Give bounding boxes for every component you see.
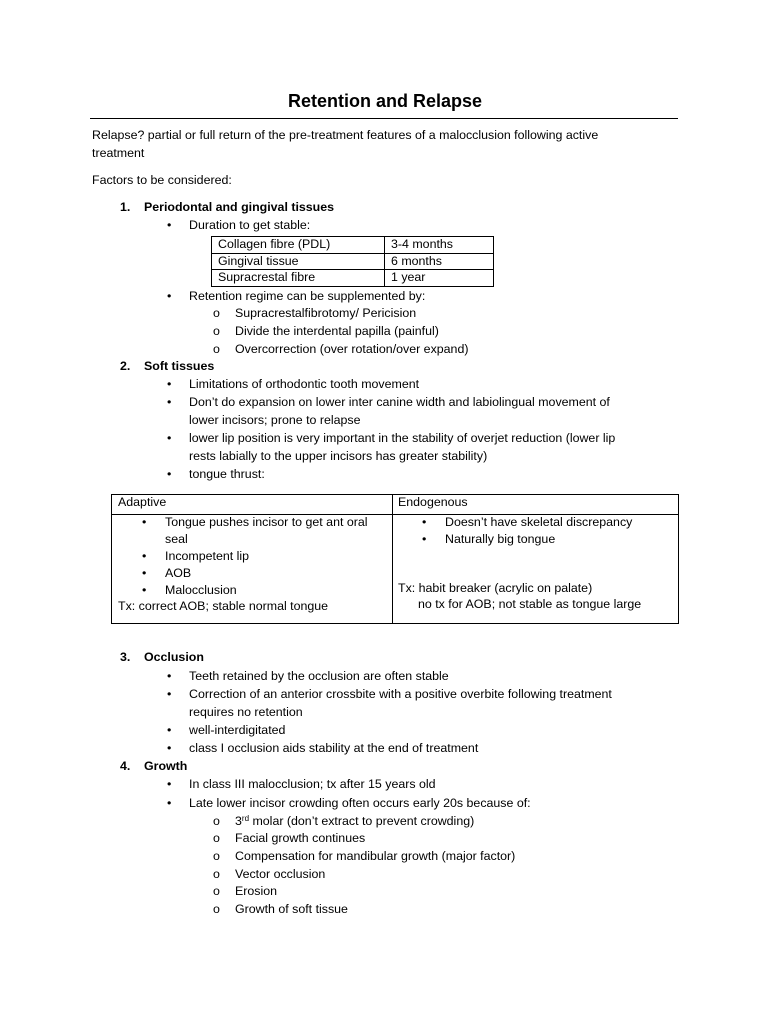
bullet-icon — [167, 217, 171, 235]
list-item: class I occlusion aids stability at the end of treatment — [189, 741, 479, 755]
circle-bullet-icon: o — [213, 324, 220, 338]
section-2-heading: Soft tissues — [144, 359, 215, 373]
list-item: Don’t do expansion on lower inter canine width and labiolingual movement of — [189, 395, 610, 409]
circle-bullet-icon: o — [213, 814, 220, 828]
table-row — [212, 253, 494, 270]
bullet-icon — [142, 582, 146, 600]
adaptive-header: Adaptive — [118, 495, 167, 509]
adaptive-item-continued: seal — [165, 532, 188, 546]
sub-item: Growth of soft tissue — [235, 902, 348, 916]
bullet-icon — [167, 466, 171, 484]
bullet-icon — [167, 668, 171, 686]
list-item-continued: lower incisors; prone to relapse — [189, 413, 361, 427]
circle-bullet-icon: o — [213, 849, 220, 863]
bullet-icon — [167, 776, 171, 794]
table-row — [212, 237, 494, 254]
circle-bullet-icon: o — [213, 306, 220, 320]
list-item: Teeth retained by the occlusion are often stable — [189, 669, 449, 683]
table-cell-tissue: Collagen fibre (PDL) — [212, 237, 385, 254]
circle-bullet-icon: o — [213, 902, 220, 916]
section-1-heading: Periodontal and gingival tissues — [144, 200, 335, 214]
table-cell-tissue: Supracrestal fibre — [212, 270, 385, 287]
relapse-definition-line1: Relapse? partial or full return of the pre-treatment features of a malocclusion following active — [92, 128, 599, 142]
list-item-continued: rests labially to the upper incisors has greater stability) — [189, 449, 488, 463]
bullet-icon — [422, 531, 426, 549]
sub-item: Overcorrection (over rotation/over expand) — [235, 342, 469, 356]
list-item: In class III malocclusion; tx after 15 years old — [189, 777, 436, 791]
retention-label: Retention regime can be supplemented by: — [189, 289, 426, 303]
circle-bullet-icon: o — [213, 342, 220, 356]
list-item: tongue thrust: — [189, 467, 265, 481]
section-1-number: 1. — [120, 200, 131, 214]
bullet-icon — [142, 514, 146, 532]
sub-item: Compensation for mandibular growth (major factor) — [235, 849, 516, 863]
factors-label: Factors to be considered: — [92, 173, 232, 187]
bullet-icon — [167, 288, 171, 306]
table-cell-time: 3-4 months — [385, 237, 494, 254]
adaptive-treatment: Tx: correct AOB; stable normal tongue — [118, 599, 329, 613]
stability-table — [211, 236, 494, 287]
title-divider — [90, 118, 678, 119]
bullet-icon — [167, 394, 171, 412]
list-item-continued: requires no retention — [189, 705, 303, 719]
section-3-heading: Occlusion — [144, 650, 204, 664]
list-item: Correction of an anterior crossbite with a positive overbite following treatment — [189, 687, 612, 701]
section-4-number: 4. — [120, 759, 131, 773]
sub-item-molar — [235, 813, 474, 831]
bullet-icon — [167, 430, 171, 448]
section-3-number: 3. — [120, 650, 131, 664]
section-4-heading: Growth — [144, 759, 188, 773]
list-item: well-interdigitated — [189, 723, 286, 737]
endogenous-treatment-line2: no tx for AOB; not stable as tongue large — [418, 597, 642, 611]
molar-text: molar (don’t extract to prevent crowding) — [249, 814, 475, 828]
list-item: Limitations of orthodontic tooth movement — [189, 377, 420, 391]
table-row — [212, 270, 494, 287]
bullet-icon — [167, 722, 171, 740]
bullet-icon — [142, 565, 146, 583]
sub-item: Facial growth continues — [235, 831, 366, 845]
circle-bullet-icon: o — [213, 867, 220, 881]
bullet-icon — [142, 548, 146, 566]
table-cell-time: 1 year — [385, 270, 494, 287]
section-2-number: 2. — [120, 359, 131, 373]
sub-item: Vector occlusion — [235, 867, 326, 881]
adaptive-item: Incompetent lip — [165, 549, 250, 563]
sub-item: Supracrestalfibrotomy/ Pericision — [235, 306, 417, 320]
molar-superscript: rd — [241, 814, 250, 823]
list-item: lower lip position is very important in the stability of overjet reduction (lower lip — [189, 431, 616, 445]
duration-label: Duration to get stable: — [189, 218, 311, 232]
circle-bullet-icon: o — [213, 884, 220, 898]
relapse-definition-line2: treatment — [92, 146, 145, 160]
table-cell-time: 6 months — [385, 253, 494, 270]
bullet-icon — [167, 740, 171, 758]
bullet-icon — [167, 686, 171, 704]
endogenous-header: Endogenous — [398, 495, 468, 509]
circle-bullet-icon: o — [213, 831, 220, 845]
molar-number: 3 — [235, 814, 242, 828]
bullet-icon — [167, 376, 171, 394]
adaptive-item: AOB — [165, 566, 192, 580]
adaptive-item: Malocclusion — [165, 583, 237, 597]
endogenous-item: Doesn’t have skeletal discrepancy — [445, 515, 633, 529]
bullet-icon — [167, 795, 171, 813]
bullet-icon — [422, 514, 426, 532]
endogenous-treatment-line1: Tx: habit breaker (acrylic on palate) — [398, 581, 593, 595]
adaptive-item: Tongue pushes incisor to get ant oral — [165, 515, 368, 529]
page-title: Retention and Relapse — [287, 91, 483, 111]
table-cell-tissue: Gingival tissue — [212, 253, 385, 270]
list-item: Late lower incisor crowding often occurs early 20s because of: — [189, 796, 531, 810]
sub-item: Erosion — [235, 884, 278, 898]
sub-item: Divide the interdental papilla (painful) — [235, 324, 439, 338]
endogenous-item: Naturally big tongue — [445, 532, 556, 546]
